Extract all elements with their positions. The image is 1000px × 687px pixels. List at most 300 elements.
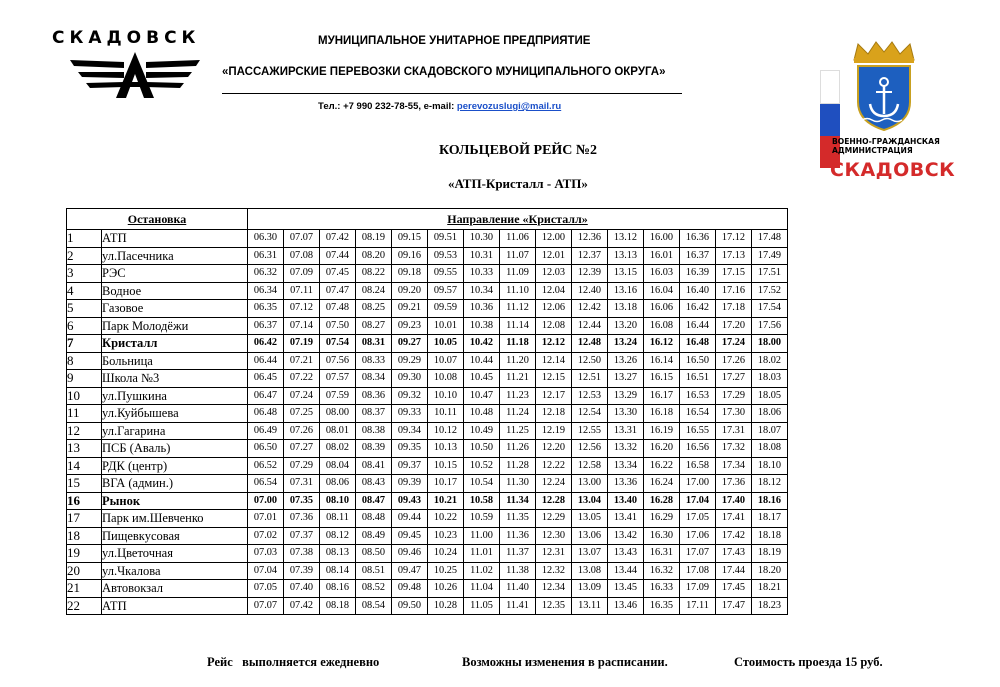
- departure-time: 08.37: [356, 405, 392, 423]
- company-logo: [52, 28, 220, 100]
- departure-time: 16.31: [644, 545, 680, 563]
- departure-time: 06.45: [248, 370, 284, 388]
- departure-time: 12.19: [536, 422, 572, 440]
- departure-time: 17.45: [716, 580, 752, 598]
- departure-time: 08.12: [320, 527, 356, 545]
- departure-time: 09.21: [392, 300, 428, 318]
- departure-time: 11.00: [464, 527, 500, 545]
- departure-time: 13.18: [608, 300, 644, 318]
- departure-time: 11.10: [500, 282, 536, 300]
- org-name: «ПАССАЖИРСКИЕ ПЕРЕВОЗКИ СКАДОВСКОГО МУНИЦИПАЛЬНОГО ОКРУГА»: [222, 66, 666, 78]
- departure-time: 17.24: [716, 335, 752, 353]
- departure-time: 08.18: [320, 597, 356, 615]
- table-row: [67, 317, 788, 335]
- departure-time: 11.06: [500, 230, 536, 248]
- departure-time: 07.35: [284, 492, 320, 510]
- departure-time: 11.41: [500, 597, 536, 615]
- departure-time: 07.56: [320, 352, 356, 370]
- departure-time: 07.01: [248, 510, 284, 528]
- departure-time: 13.26: [608, 352, 644, 370]
- departure-time: 06.35: [248, 300, 284, 318]
- departure-time: 12.51: [572, 370, 608, 388]
- row-number: 14: [67, 457, 102, 475]
- table-row: [67, 370, 788, 388]
- departure-time: 07.36: [284, 510, 320, 528]
- departure-time: 17.40: [716, 492, 752, 510]
- departure-time: 12.34: [536, 580, 572, 598]
- departure-time: 10.12: [428, 422, 464, 440]
- stop-name: Автовокзал: [102, 580, 248, 598]
- departure-time: 08.25: [356, 300, 392, 318]
- departure-time: 09.34: [392, 422, 428, 440]
- departure-time: 06.44: [248, 352, 284, 370]
- departure-time: 13.00: [572, 475, 608, 493]
- departure-time: 12.58: [572, 457, 608, 475]
- departure-time: 08.11: [320, 510, 356, 528]
- departure-time: 16.58: [680, 457, 716, 475]
- departure-time: 07.09: [284, 265, 320, 283]
- row-number: 11: [67, 405, 102, 423]
- departure-time: 17.16: [716, 282, 752, 300]
- departure-time: 12.28: [536, 492, 572, 510]
- departure-time: 10.47: [464, 387, 500, 405]
- table-row: [67, 352, 788, 370]
- table-row: [67, 527, 788, 545]
- departure-time: 10.25: [428, 562, 464, 580]
- departure-time: 10.52: [464, 457, 500, 475]
- departure-time: 09.20: [392, 282, 428, 300]
- departure-time: 10.48: [464, 405, 500, 423]
- stop-name: РДК (центр): [102, 457, 248, 475]
- departure-time: 12.18: [536, 405, 572, 423]
- table-row: [67, 247, 788, 265]
- org-type: МУНИЦИПАЛЬНОЕ УНИТАРНОЕ ПРЕДПРИЯТИЕ: [318, 35, 591, 47]
- brand-name: СКАДОВСК: [52, 28, 201, 48]
- departure-time: 12.22: [536, 457, 572, 475]
- departure-time: 09.35: [392, 440, 428, 458]
- departure-time: 12.36: [572, 230, 608, 248]
- table-row: [67, 422, 788, 440]
- departure-time: 17.29: [716, 387, 752, 405]
- departure-time: 17.54: [752, 300, 788, 318]
- phone-text: Тел.: +7 990 232-78-55, e-mail:: [318, 101, 457, 112]
- departure-time: 11.28: [500, 457, 536, 475]
- departure-time: 18.20: [752, 562, 788, 580]
- departure-time: 17.06: [680, 527, 716, 545]
- departure-time: 09.23: [392, 317, 428, 335]
- stop-name: Парк Молодёжи: [102, 317, 248, 335]
- departure-time: 17.52: [752, 282, 788, 300]
- row-number: 3: [67, 265, 102, 283]
- departure-time: 10.34: [464, 282, 500, 300]
- departure-time: 16.20: [644, 440, 680, 458]
- departure-time: 16.36: [680, 230, 716, 248]
- email-link[interactable]: perevozuslugi@mail.ru: [456, 101, 562, 112]
- departure-time: 06.32: [248, 265, 284, 283]
- departure-time: 16.55: [680, 422, 716, 440]
- departure-time: 10.28: [428, 597, 464, 615]
- departure-time: 10.01: [428, 317, 464, 335]
- departure-time: 08.10: [320, 492, 356, 510]
- departure-time: 08.02: [320, 440, 356, 458]
- departure-time: 07.44: [320, 247, 356, 265]
- departure-time: 09.45: [392, 527, 428, 545]
- departure-time: 12.54: [572, 405, 608, 423]
- departure-time: 13.34: [608, 457, 644, 475]
- departure-time: 07.31: [284, 475, 320, 493]
- departure-time: 08.22: [356, 265, 392, 283]
- departure-time: 12.17: [536, 387, 572, 405]
- stop-name: ПСБ (Аваль): [102, 440, 248, 458]
- departure-time: 10.49: [464, 422, 500, 440]
- departure-time: 07.47: [320, 282, 356, 300]
- row-number: 20: [67, 562, 102, 580]
- departure-time: 07.02: [248, 527, 284, 545]
- row-number: 9: [67, 370, 102, 388]
- row-number: 18: [67, 527, 102, 545]
- departure-time: 12.20: [536, 440, 572, 458]
- departure-time: 17.43: [716, 545, 752, 563]
- departure-time: 13.20: [608, 317, 644, 335]
- departure-time: 17.32: [716, 440, 752, 458]
- table-row: [67, 300, 788, 318]
- departure-time: 09.59: [428, 300, 464, 318]
- departure-time: 07.45: [320, 265, 356, 283]
- stop-name: ул.Пасечника: [102, 247, 248, 265]
- departure-time: 12.06: [536, 300, 572, 318]
- departure-time: 11.18: [500, 335, 536, 353]
- departure-time: 17.08: [680, 562, 716, 580]
- departure-time: 07.05: [248, 580, 284, 598]
- row-number: 1: [67, 230, 102, 248]
- departure-time: 08.13: [320, 545, 356, 563]
- departure-time: 18.17: [752, 510, 788, 528]
- departure-time: 13.09: [572, 580, 608, 598]
- departure-time: 08.49: [356, 527, 392, 545]
- departure-time: 09.53: [428, 247, 464, 265]
- winged-a-logo-icon: [60, 52, 210, 100]
- departure-time: 16.56: [680, 440, 716, 458]
- departure-time: 12.31: [536, 545, 572, 563]
- departure-time: 17.12: [716, 230, 752, 248]
- departure-time: 13.12: [608, 230, 644, 248]
- departure-time: 17.41: [716, 510, 752, 528]
- departure-time: 13.46: [608, 597, 644, 615]
- departure-time: 09.50: [392, 597, 428, 615]
- departure-time: 16.35: [644, 597, 680, 615]
- row-number: 22: [67, 597, 102, 615]
- departure-time: 07.11: [284, 282, 320, 300]
- departure-time: 08.19: [356, 230, 392, 248]
- departure-time: 12.29: [536, 510, 572, 528]
- departure-time: 08.43: [356, 475, 392, 493]
- departure-time: 13.42: [608, 527, 644, 545]
- departure-time: 10.23: [428, 527, 464, 545]
- departure-time: 16.08: [644, 317, 680, 335]
- departure-time: 08.52: [356, 580, 392, 598]
- departure-time: 06.47: [248, 387, 284, 405]
- departure-time: 09.16: [392, 247, 428, 265]
- table-row: [67, 580, 788, 598]
- departure-time: 17.11: [680, 597, 716, 615]
- departure-time: 12.37: [572, 247, 608, 265]
- departure-time: 08.47: [356, 492, 392, 510]
- departure-time: 07.40: [284, 580, 320, 598]
- row-number: 13: [67, 440, 102, 458]
- departure-time: 16.32: [644, 562, 680, 580]
- row-number: 15: [67, 475, 102, 493]
- departure-time: 07.08: [284, 247, 320, 265]
- departure-time: 10.54: [464, 475, 500, 493]
- departure-time: 16.15: [644, 370, 680, 388]
- stop-name: Школа №3: [102, 370, 248, 388]
- stop-name: ул.Гагарина: [102, 422, 248, 440]
- departure-time: 11.02: [464, 562, 500, 580]
- header-direction: Направление «Кристалл»: [248, 209, 788, 230]
- departure-time: 17.30: [716, 405, 752, 423]
- departure-time: 13.15: [608, 265, 644, 283]
- departure-time: 07.57: [320, 370, 356, 388]
- departure-time: 13.31: [608, 422, 644, 440]
- stop-name: ул.Цветочная: [102, 545, 248, 563]
- departure-time: 07.26: [284, 422, 320, 440]
- departure-time: 10.38: [464, 317, 500, 335]
- row-number: 2: [67, 247, 102, 265]
- departure-time: 12.00: [536, 230, 572, 248]
- departure-time: 10.13: [428, 440, 464, 458]
- departure-time: 16.33: [644, 580, 680, 598]
- city-name: СКАДОВСК: [830, 159, 956, 181]
- departure-time: 13.40: [608, 492, 644, 510]
- departure-time: 13.32: [608, 440, 644, 458]
- departure-time: 08.00: [320, 405, 356, 423]
- departure-time: 16.24: [644, 475, 680, 493]
- departure-time: 08.54: [356, 597, 392, 615]
- departure-time: 11.35: [500, 510, 536, 528]
- departure-time: 10.45: [464, 370, 500, 388]
- departure-time: 09.39: [392, 475, 428, 493]
- departure-time: 12.56: [572, 440, 608, 458]
- row-number: 10: [67, 387, 102, 405]
- departure-time: 10.15: [428, 457, 464, 475]
- departure-time: 12.24: [536, 475, 572, 493]
- departure-time: 10.31: [464, 247, 500, 265]
- departure-time: 17.48: [752, 230, 788, 248]
- table-row: [67, 562, 788, 580]
- departure-time: 13.30: [608, 405, 644, 423]
- departure-time: 09.51: [428, 230, 464, 248]
- departure-time: 06.54: [248, 475, 284, 493]
- stop-name: АТП: [102, 230, 248, 248]
- departure-time: 16.50: [680, 352, 716, 370]
- departure-time: 10.21: [428, 492, 464, 510]
- departure-time: 07.27: [284, 440, 320, 458]
- departure-time: 17.15: [716, 265, 752, 283]
- row-number: 12: [67, 422, 102, 440]
- departure-time: 13.11: [572, 597, 608, 615]
- departure-time: 11.38: [500, 562, 536, 580]
- departure-time: 18.03: [752, 370, 788, 388]
- departure-time: 09.55: [428, 265, 464, 283]
- departure-time: 17.42: [716, 527, 752, 545]
- departure-time: 07.29: [284, 457, 320, 475]
- departure-time: 13.16: [608, 282, 644, 300]
- departure-time: 12.14: [536, 352, 572, 370]
- departure-time: 12.39: [572, 265, 608, 283]
- departure-time: 06.52: [248, 457, 284, 475]
- departure-time: 07.03: [248, 545, 284, 563]
- departure-time: 09.47: [392, 562, 428, 580]
- departure-time: 10.08: [428, 370, 464, 388]
- coat-of-arms-icon: [848, 40, 920, 137]
- row-number: 16: [67, 492, 102, 510]
- departure-time: 10.05: [428, 335, 464, 353]
- departure-time: 18.12: [752, 475, 788, 493]
- stop-name: Кристалл: [102, 335, 248, 353]
- table-row: [67, 545, 788, 563]
- departure-time: 07.21: [284, 352, 320, 370]
- departure-time: 13.29: [608, 387, 644, 405]
- departure-time: 16.42: [680, 300, 716, 318]
- departure-time: 11.25: [500, 422, 536, 440]
- departure-time: 10.33: [464, 265, 500, 283]
- departure-time: 17.51: [752, 265, 788, 283]
- header-stop: Остановка: [67, 209, 248, 230]
- departure-time: 18.00: [752, 335, 788, 353]
- departure-time: 18.19: [752, 545, 788, 563]
- departure-time: 07.04: [248, 562, 284, 580]
- departure-time: 10.44: [464, 352, 500, 370]
- departure-time: 08.31: [356, 335, 392, 353]
- departure-time: 16.53: [680, 387, 716, 405]
- departure-time: 11.26: [500, 440, 536, 458]
- departure-time: 11.12: [500, 300, 536, 318]
- departure-time: 07.54: [320, 335, 356, 353]
- departure-time: 16.03: [644, 265, 680, 283]
- departure-time: 16.39: [680, 265, 716, 283]
- departure-time: 17.56: [752, 317, 788, 335]
- departure-time: 16.18: [644, 405, 680, 423]
- departure-time: 16.51: [680, 370, 716, 388]
- departure-time: 12.01: [536, 247, 572, 265]
- table-row: [67, 387, 788, 405]
- table-row: [67, 510, 788, 528]
- departure-time: 07.42: [320, 230, 356, 248]
- departure-time: 12.55: [572, 422, 608, 440]
- departure-time: 08.27: [356, 317, 392, 335]
- table-row: [67, 475, 788, 493]
- departure-time: 08.14: [320, 562, 356, 580]
- departure-time: 07.38: [284, 545, 320, 563]
- departure-time: 11.09: [500, 265, 536, 283]
- departure-time: 13.45: [608, 580, 644, 598]
- departure-time: 12.48: [572, 335, 608, 353]
- table-row: [67, 335, 788, 353]
- stop-name: Водное: [102, 282, 248, 300]
- row-number: 7: [67, 335, 102, 353]
- departure-time: 08.41: [356, 457, 392, 475]
- departure-time: 07.42: [284, 597, 320, 615]
- departure-time: 17.20: [716, 317, 752, 335]
- stop-name: ул.Куйбышева: [102, 405, 248, 423]
- departure-time: 11.20: [500, 352, 536, 370]
- departure-time: 17.49: [752, 247, 788, 265]
- table-header-row: [67, 209, 788, 230]
- stop-name: ул.Чкалова: [102, 562, 248, 580]
- departure-time: 08.24: [356, 282, 392, 300]
- header-divider: [222, 93, 682, 94]
- departure-time: 12.12: [536, 335, 572, 353]
- departure-time: 16.22: [644, 457, 680, 475]
- departure-time: 08.34: [356, 370, 392, 388]
- departure-time: 09.30: [392, 370, 428, 388]
- departure-time: 12.44: [572, 317, 608, 335]
- table-row: [67, 457, 788, 475]
- departure-time: 12.30: [536, 527, 572, 545]
- departure-time: 16.17: [644, 387, 680, 405]
- departure-time: 09.27: [392, 335, 428, 353]
- departure-time: 07.07: [248, 597, 284, 615]
- stop-name: РЭС: [102, 265, 248, 283]
- departure-time: 11.07: [500, 247, 536, 265]
- departure-time: 13.43: [608, 545, 644, 563]
- stop-name: Больница: [102, 352, 248, 370]
- departure-time: 16.14: [644, 352, 680, 370]
- departure-time: 10.07: [428, 352, 464, 370]
- table-row: [67, 405, 788, 423]
- departure-time: 16.44: [680, 317, 716, 335]
- city-emblem: [820, 40, 956, 190]
- departure-time: 06.30: [248, 230, 284, 248]
- stop-name: Парк им.Шевченко: [102, 510, 248, 528]
- departure-time: 11.14: [500, 317, 536, 335]
- departure-time: 18.07: [752, 422, 788, 440]
- departure-time: 12.53: [572, 387, 608, 405]
- departure-time: 10.10: [428, 387, 464, 405]
- departure-time: 07.14: [284, 317, 320, 335]
- departure-time: 09.15: [392, 230, 428, 248]
- footer-price: Стоимость проезда 15 руб.: [734, 655, 883, 669]
- departure-time: 09.32: [392, 387, 428, 405]
- departure-time: 08.38: [356, 422, 392, 440]
- departure-time: 17.05: [680, 510, 716, 528]
- departure-time: 16.37: [680, 247, 716, 265]
- departure-time: 18.18: [752, 527, 788, 545]
- departure-time: 06.42: [248, 335, 284, 353]
- departure-time: 16.06: [644, 300, 680, 318]
- departure-time: 08.39: [356, 440, 392, 458]
- departure-time: 08.20: [356, 247, 392, 265]
- departure-time: 09.46: [392, 545, 428, 563]
- route-direction: «АТП-Кристалл - АТП»: [448, 176, 588, 191]
- departure-time: 12.03: [536, 265, 572, 283]
- departure-time: 09.29: [392, 352, 428, 370]
- departure-time: 07.24: [284, 387, 320, 405]
- table-row: [67, 597, 788, 615]
- departure-time: 17.18: [716, 300, 752, 318]
- departure-time: 10.22: [428, 510, 464, 528]
- admin-label: ВОЕННО-ГРАЖДАНСКАЯ АДМИНИСТРАЦИЯ: [832, 137, 940, 155]
- departure-time: 10.17: [428, 475, 464, 493]
- departure-time: 07.59: [320, 387, 356, 405]
- departure-time: 07.50: [320, 317, 356, 335]
- departure-time: 08.50: [356, 545, 392, 563]
- departure-time: 11.05: [464, 597, 500, 615]
- departure-time: 10.26: [428, 580, 464, 598]
- departure-time: 16.40: [680, 282, 716, 300]
- row-number: 19: [67, 545, 102, 563]
- departure-time: 16.12: [644, 335, 680, 353]
